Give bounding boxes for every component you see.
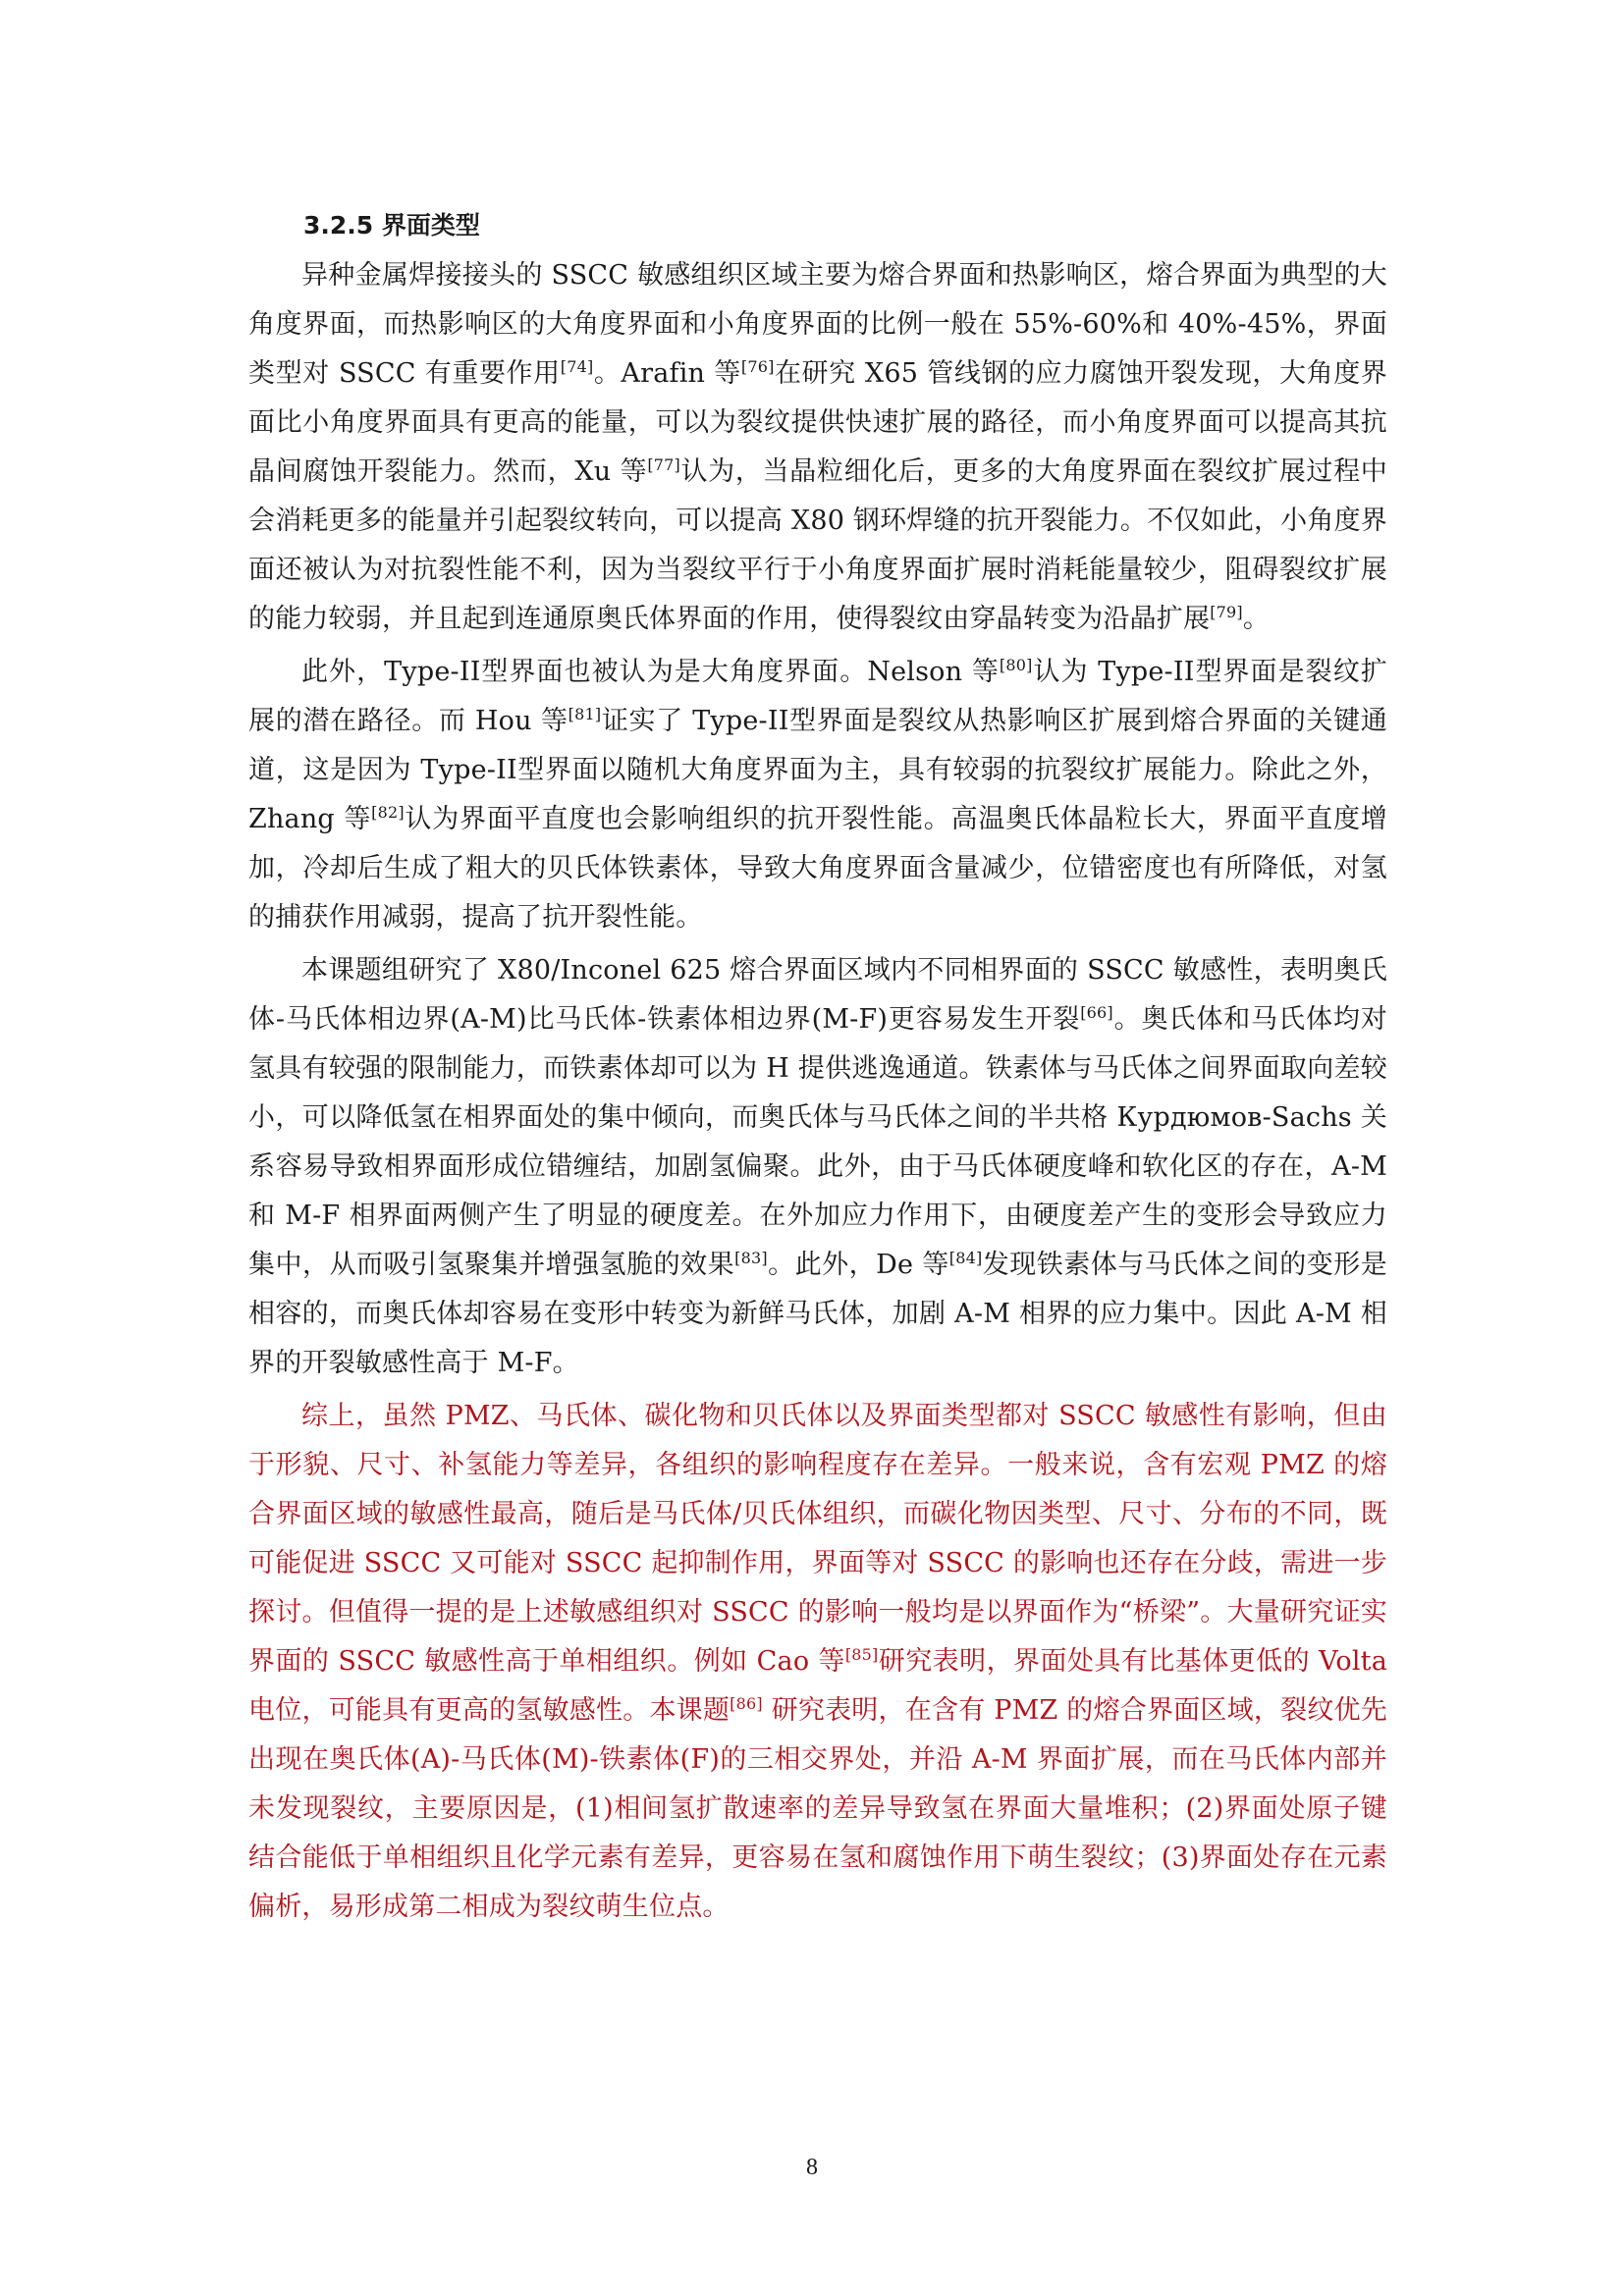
citation-ref: [83] [734, 1249, 768, 1267]
paragraph-text: 综上，虽然 PMZ、马氏体、碳化物和贝氏体以及界面类型都对 SSCC 敏感性有影响，但由于形貌、尺寸、补氢能力等差异，各组织的影响程度存在差异。一般来说，含有宏观 PMZ 的熔合界面区域的敏感性最高，随后是马氏体/贝氏体组织，而碳化物因类型、尺寸、分布的不同，既可能促进 SSCC 又可能对 SSCC 起抑制作用，界面等对 SSCC 的影响也还存在分歧，需进一步探讨。但值得一提的是上述敏感组织对 SSCC 的影响一般均是以界面作为“桥梁”。大量研究证实界面的 SSCC 敏感性高于单相组织。例如 Cao 等 [248, 1401, 1387, 1677]
paragraph-text: 在研究 X65 管线钢的应力腐蚀开裂发现，大角度界面比小角度界面具有更高的能量，可以为裂纹提供快速扩展的路径，而小角度界面可以提高其抗晶间腐蚀开裂能力。然而，Xu 等 [248, 358, 1387, 487]
paragraph-text: 异种金属焊接接头的 SSCC 敏感组织区域主要为熔合界面和热影响区，熔合界面为典型的大角度界面，而热影响区的大角度界面和小角度界面的比例一般在 55%-60%和 40%-45%，界面类型对 SSCC 有重要作用 [248, 260, 1387, 389]
citation-ref: [79] [1210, 603, 1243, 621]
paragraph-text: 认为，当晶粒细化后，更多的大角度界面在裂纹扩展过程中会消耗更多的能量并引起裂纹转向，可以提高 X80 钢环焊缝的抗开裂能力。不仅如此，小角度界面还被认为对抗裂性能不利，因为当裂纹平行于小角度界面扩展时消耗能量较少，阻碍裂纹扩展的能力较弱，并且起到连通原奥氏体界面的作用，使得裂纹由穿晶转变为沿晶扩展 [248, 456, 1387, 634]
paragraph-text: 。 [1242, 604, 1271, 634]
paragraph-p3 [248, 946, 1387, 1388]
citation-ref: [76] [740, 357, 775, 376]
citation-ref: [80] [999, 656, 1033, 674]
citation-ref: [77] [647, 455, 680, 474]
paragraph-text: 。奥氏体和马氏体均对氢具有较强的限制能力，而铁素体却可以为 H 提供逃逸通道。铁素体与马氏体之间界面取向差较小，可以降低氢在相界面处的集中倾向，而奥氏体与马氏体之间的半共格 Курдюмов-Sachs 关系容易导致相界面形成位错缠结，加剧氢偏聚。此外，由于马氏体硬度峰和软化区的存在，A-M 和 M-F 相界面两侧产生了明显的硬度差。在外加应力作用下，由硬度差产生的变形会导致应力集中，从而吸引氢聚集并增强氢脆的效果 [248, 1004, 1387, 1280]
page-body [248, 204, 1387, 1932]
paragraph-text: 研究表明，在含有 PMZ 的熔合界面区域，裂纹优先出现在奥氏体(A)-马氏体(M)-铁素体(F)的三相交界处，并沿 A-M 界面扩展，而在马氏体内部并未发现裂纹，主要原因是，(1)相间氢扩散速率的差异导致氢在界面大量堆积；(2)界面处原子键结合能低于单相组织且化学元素有差异，更容易在氢和腐蚀作用下萌生裂纹；(3)界面处存在元素偏析，易形成第二相成为裂纹萌生位点。 [248, 1695, 1387, 1922]
paragraph-p2 [248, 648, 1387, 942]
paragraph-p4 [248, 1392, 1387, 1932]
paragraph-text: 认为 Type-II型界面是裂纹扩展的潜在路径。而 Hou 等 [248, 657, 1388, 736]
paragraph-text: 认为界面平直度也会影响组织的抗开裂性能。高温奥氏体晶粒长大，界面平直度增加，冷却后生成了粗大的贝氏体铁素体，导致大角度界面含量减少，位错密度也有所降低，对氢的捕获作用减弱，提高了抗开裂性能。 [248, 804, 1387, 933]
page-number: 8 [806, 2155, 818, 2180]
paragraph-text: 本课题组研究了 X80/Inconel 625 熔合界面区域内不同相界面的 SSCC 敏感性，表明奥氏体-马氏体相边界(A-M)比马氏体-铁素体相边界(M-F)更容易发生开裂 [248, 955, 1387, 1035]
citation-ref: [81] [568, 705, 602, 723]
citation-ref: [86] [730, 1694, 763, 1713]
paragraph-text: 。此外，De 等 [767, 1250, 949, 1280]
citation-ref: [66] [1080, 1003, 1113, 1022]
paragraph-text: 此外，Type-II型界面也被认为是大角度界面。Nelson 等 [301, 657, 1000, 687]
paragraph-p1 [248, 251, 1387, 644]
citation-ref: [74] [560, 357, 594, 376]
paragraph-text: 证实了 Type-II型界面是裂纹从热影响区扩展到熔合界面的关键通道，这是因为 Type-II型界面以随机大角度界面为主，具有较弱的抗裂纹扩展能力。除此之外，Zhang 等 [248, 706, 1387, 834]
paragraph-text: 发现铁素体与马氏体之间的变形是相容的，而奥氏体却容易在变形中转变为新鲜马氏体，加剧 A-M 相界的应力集中。因此 A-M 相界的开裂敏感性高于 M-F。 [248, 1250, 1388, 1378]
citation-ref: [84] [948, 1249, 983, 1267]
paragraph-text: 研究表明，界面处具有比基体更低的 Volta 电位，可能具有更高的氢敏感性。本课题 [248, 1646, 1388, 1726]
citation-ref: [85] [844, 1645, 879, 1664]
section-heading: 3.2.5 界面类型 [303, 211, 480, 240]
paragraph-text: 。Arafin 等 [593, 358, 741, 389]
citation-ref: [82] [371, 803, 405, 822]
paragraph-container [248, 251, 1387, 1932]
